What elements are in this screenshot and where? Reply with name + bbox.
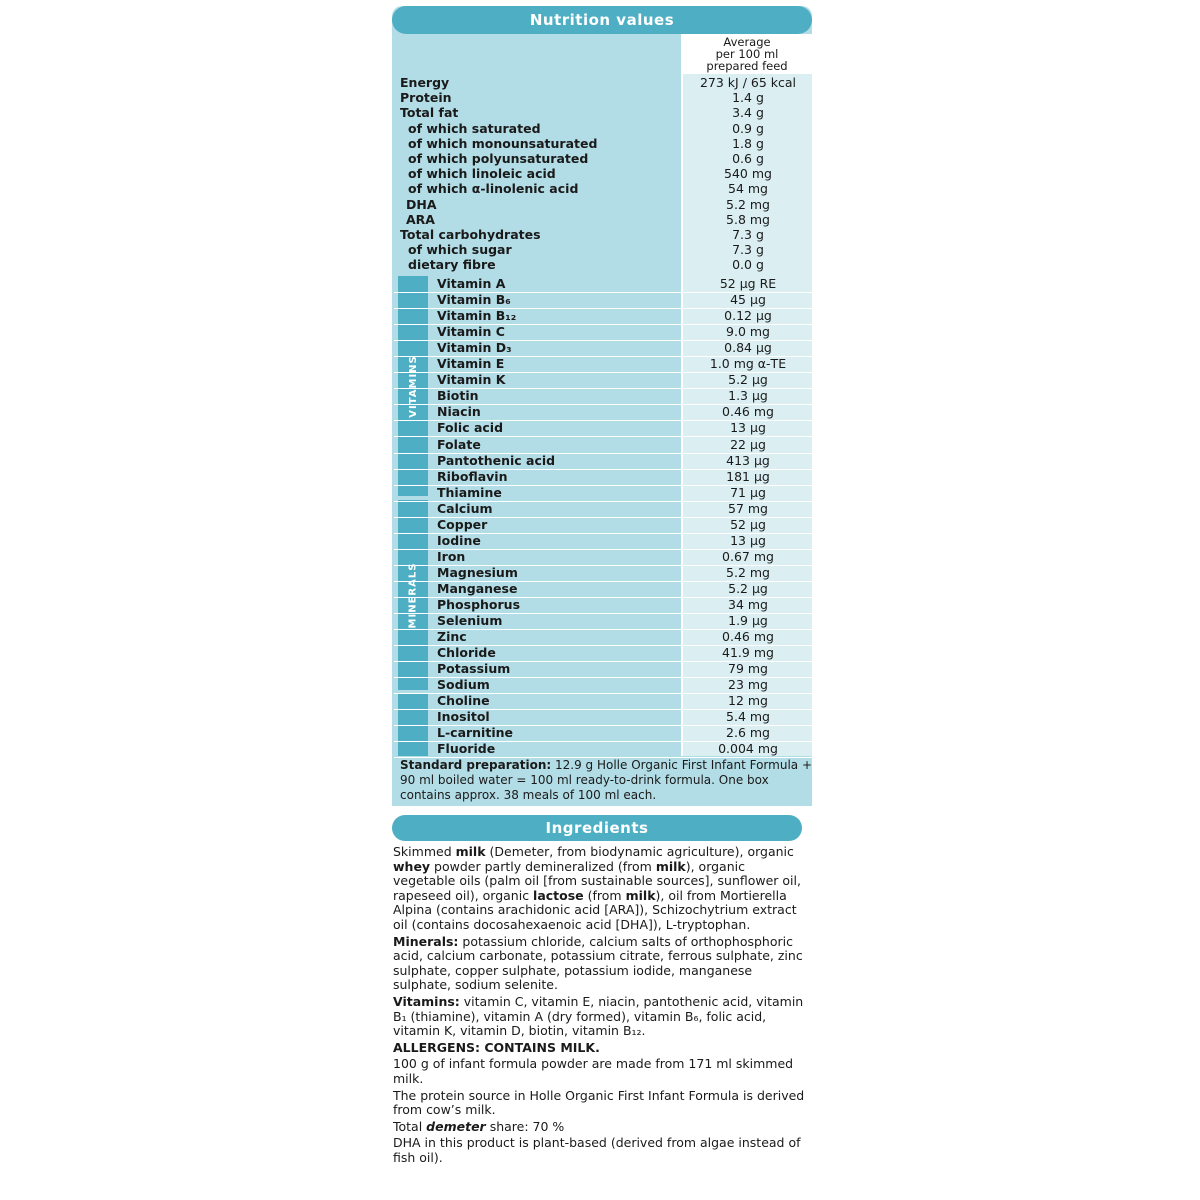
- ingr-text: powder partly demineralized (from: [430, 858, 656, 874]
- nutrient-value: 413 µg: [726, 452, 770, 468]
- nutrient-row: [394, 292, 812, 309]
- ingr-allergen: milk: [655, 858, 686, 874]
- nutrient-row: [394, 420, 812, 437]
- nutrient-label: Vitamin A: [437, 276, 506, 291]
- nutrient-value: 0.46 mg: [722, 404, 774, 420]
- nutrient-row: [394, 242, 812, 258]
- nutrient-value: 52 µg RE: [719, 276, 777, 291]
- nutrient-value: 0.9 g: [732, 120, 764, 136]
- nutrient-label: Vitamin B₆: [437, 292, 511, 308]
- milk-note: 100 g of infant formula powder are made from 171 ml skimmed milk.: [393, 1056, 794, 1086]
- demeter-share: [393, 1120, 805, 1135]
- column-header-line-3: prepared feed: [706, 59, 788, 73]
- nutrient-row: [394, 517, 812, 534]
- nutrient-label: Riboflavin: [437, 468, 508, 484]
- nutrient-label: Vitamin C: [437, 324, 505, 340]
- nutrient-value: 54 mg: [728, 181, 768, 197]
- nutrient-label: Iodine: [437, 532, 481, 548]
- nutrient-label: Vitamin E: [437, 356, 505, 372]
- nutrient-value: 0.0 g: [732, 257, 764, 273]
- nutrient-value: 0.46 mg: [722, 629, 774, 645]
- nutrient-row: [394, 90, 812, 106]
- nutrient-row: [394, 136, 812, 152]
- nutrient-label: Folic acid: [437, 420, 504, 436]
- ingr-text: ), oil from Mortierella Alpina (contains arachidonic acid [ARA]), Schizochytrium extract oil (contains docosahexaenoic acid [DHA]), L-tryptophan.: [393, 887, 797, 932]
- vitamins-sidebar-label: VITAMINS: [407, 354, 419, 418]
- demeter-prefix: Total: [393, 1118, 427, 1134]
- nutrient-label: Vitamin D₃: [437, 340, 512, 356]
- nutrient-row: [394, 485, 812, 502]
- nutrient-value: 7.3 g: [732, 227, 764, 242]
- minerals-sidebar-label: MINERALS: [407, 562, 419, 628]
- nutrient-label: Potassium: [437, 661, 511, 677]
- nutrient-label: Protein: [400, 90, 452, 106]
- nutrient-row: [394, 645, 812, 662]
- nutrient-label: of which monounsaturated: [408, 135, 598, 151]
- nutrient-row: [394, 725, 812, 742]
- nutrient-value: 1.9 µg: [728, 613, 768, 629]
- nutrient-row: [394, 151, 812, 167]
- dha-note: DHA in this product is plant-based (derived from algae instead of fish oil).: [393, 1135, 801, 1165]
- nutrient-label: Phosphorus: [437, 597, 521, 612]
- nutrient-row: [394, 212, 812, 228]
- ingr-allergen: milk: [455, 844, 486, 859]
- nutrient-row: [394, 340, 812, 357]
- nutrient-value: 12 mg: [728, 693, 768, 709]
- nutrient-value: 0.67 mg: [722, 548, 774, 564]
- nutrient-value: 57 mg: [728, 500, 768, 516]
- nutrient-row: [394, 437, 812, 454]
- nutrient-value: 1.4 g: [732, 90, 764, 106]
- nutrient-value: 5.2 mg: [726, 564, 770, 580]
- nutrient-label: Total carbohydrates: [400, 227, 541, 242]
- nutrient-row: [394, 709, 812, 726]
- nutrient-row: [394, 565, 812, 582]
- vitamins-label: Vitamins:: [393, 993, 460, 1009]
- nutrient-value: 22 µg: [730, 436, 766, 452]
- nutrient-row: [394, 324, 812, 341]
- standard-preparation: [400, 758, 812, 803]
- nutrient-value: 13 µg: [730, 420, 766, 436]
- ingredients-list: [393, 845, 805, 933]
- nutrient-label: Selenium: [437, 613, 503, 629]
- nutrient-label: Chloride: [437, 645, 496, 661]
- nutrient-label: Copper: [437, 516, 488, 532]
- ingr-text: (from: [583, 887, 626, 903]
- nutrient-row: [394, 741, 812, 758]
- allergens-statement: [393, 1041, 805, 1056]
- nutrient-label: Magnesium: [437, 564, 518, 580]
- nutrient-label: Total fat: [400, 105, 459, 121]
- column-header: [682, 34, 812, 74]
- nutrient-row: [394, 597, 812, 614]
- nutrient-label: Fluoride: [437, 741, 496, 757]
- nutrient-row: [394, 356, 812, 373]
- nutrient-label: Zinc: [437, 629, 467, 645]
- nutrient-label: of which α-linolenic acid: [408, 181, 579, 197]
- nutrient-value: 5.4 mg: [726, 709, 770, 725]
- nutrient-row: [394, 75, 812, 91]
- nutrient-value: 0.004 mg: [718, 741, 778, 757]
- nutrient-value: 2.6 mg: [726, 725, 770, 741]
- ingr-text: Skimmed: [393, 844, 456, 859]
- nutrient-value: 79 mg: [728, 661, 768, 677]
- nutrient-value: 13 µg: [730, 532, 766, 548]
- nutrient-value: 9.0 mg: [726, 324, 770, 340]
- nutrient-row: [394, 533, 812, 550]
- ingr-allergen: milk: [625, 887, 656, 903]
- nutrient-value: 5.2 mg: [726, 196, 770, 212]
- allergens-text: ALLERGENS: CONTAINS MILK.: [393, 1039, 600, 1055]
- nutrient-value: 71 µg: [730, 484, 766, 500]
- nutrient-row: [394, 629, 812, 646]
- nutrient-row: [394, 693, 812, 710]
- nutrient-row: [394, 661, 812, 678]
- nutrient-label: Inositol: [437, 709, 490, 725]
- nutrient-value: 5.2 µg: [728, 580, 768, 596]
- nutrient-value: 23 mg: [728, 677, 768, 693]
- nutrient-row: [394, 181, 812, 197]
- minerals-label: Minerals:: [393, 933, 459, 949]
- ingredients-title: Ingredients: [392, 815, 802, 841]
- nutrient-row: [394, 308, 812, 325]
- nutrient-label: Pantothenic acid: [437, 452, 556, 468]
- nutrient-label: L-carnitine: [437, 725, 513, 741]
- nutrient-value: 7.3 g: [732, 242, 764, 258]
- nutrient-label: Sodium: [437, 677, 490, 693]
- nutrient-row: [394, 677, 812, 694]
- nutrient-row: [394, 549, 812, 566]
- minerals-paragraph: [393, 935, 805, 993]
- nutrient-label: of which polyunsaturated: [408, 151, 589, 166]
- nutrient-row: [394, 469, 812, 486]
- standard-preparation-label: Standard preparation:: [400, 758, 552, 772]
- nutrient-row: [394, 453, 812, 470]
- nutrient-row: [394, 105, 812, 121]
- nutrient-row: [394, 372, 812, 389]
- nutrient-label: Choline: [437, 693, 490, 709]
- nutrient-row: [394, 404, 812, 421]
- nutrient-label: Biotin: [437, 388, 479, 404]
- nutrient-value: 181 µg: [726, 468, 770, 484]
- nutrient-row: [394, 276, 812, 293]
- nutrient-row: [394, 581, 812, 598]
- nutrient-label: DHA: [406, 196, 437, 212]
- column-header-line-1: Average: [723, 35, 771, 49]
- ingr-allergen: whey: [393, 858, 431, 874]
- nutrient-label: Calcium: [437, 500, 493, 516]
- nutrient-label: dietary fibre: [408, 257, 496, 273]
- nutrient-label: Vitamin K: [437, 372, 506, 388]
- nutrient-label: Folate: [437, 436, 481, 452]
- nutrient-row: [394, 501, 812, 518]
- nutrient-value: 540 mg: [724, 166, 772, 182]
- nutrient-value: 34 mg: [728, 597, 768, 612]
- nutrient-value: 0.84 µg: [724, 340, 772, 356]
- column-header-line-2: per 100 ml: [715, 47, 779, 61]
- nutrient-label: Iron: [437, 548, 466, 564]
- nutrient-label: Thiamine: [437, 484, 502, 500]
- nutrient-row: [394, 166, 812, 182]
- ingr-text: ), organic vegetable oils (palm oil [from sustainable sources], sunflower oil, rapeseed oil), organic: [393, 858, 801, 903]
- nutrient-value: 45 µg: [730, 292, 766, 308]
- ingr-allergen: lactose: [533, 887, 584, 903]
- ingr-text: (Demeter, from biodynamic agriculture), organic: [485, 844, 794, 859]
- nutrient-label: ARA: [406, 211, 435, 227]
- nutrient-value: 5.2 µg: [728, 372, 768, 388]
- nutrient-row: [394, 257, 812, 273]
- nutrient-row: [394, 227, 812, 243]
- nutrient-value: 1.8 g: [732, 135, 764, 151]
- protein-note: The protein source in Holle Organic First Infant Formula is derived from cow’s milk.: [393, 1087, 805, 1118]
- vitamins-text: vitamin C, vitamin E, niacin, pantothenic acid, vitamin B₁ (thiamine), vitamin A (dry formed), vitamin B₆, folic acid, vitamin K, vitamin D, biotin, vitamin B₁₂.: [393, 993, 804, 1039]
- demeter-word: demeter: [426, 1118, 486, 1134]
- nutrient-value: 5.8 mg: [726, 211, 770, 227]
- vitamins-paragraph: [393, 995, 805, 1039]
- ingredients-text: [393, 845, 805, 1167]
- demeter-suffix: share: 70 %: [485, 1118, 565, 1134]
- nutrient-label: Vitamin B₁₂: [437, 308, 517, 324]
- nutrient-label: Manganese: [437, 580, 518, 596]
- nutrient-label: of which linoleic acid: [408, 166, 556, 182]
- nutrient-value: 1.3 µg: [728, 388, 768, 404]
- minerals-text: potassium chloride, calcium salts of orthophosphoric acid, calcium carbonate, potassium citrate, ferrous sulphate, zinc sulphate, copper sulphate, potassium iodide, manganese sulphate, sodium selenite.: [393, 933, 803, 993]
- nutrient-row: [394, 613, 812, 630]
- nutrient-label: of which saturated: [408, 120, 541, 136]
- nutrition-title: Nutrition values: [392, 6, 812, 34]
- nutrient-value: 52 µg: [730, 516, 766, 532]
- nutrient-row: [394, 197, 812, 213]
- nutrient-value: 41.9 mg: [722, 645, 774, 661]
- nutrient-label: of which sugar: [408, 242, 512, 258]
- nutrient-value: 1.0 mg α-TE: [709, 356, 787, 372]
- nutrient-row: [394, 388, 812, 405]
- nutrient-row: [394, 121, 812, 137]
- nutrient-value: 0.6 g: [732, 151, 764, 166]
- standard-preparation-text: 12.9 g Holle Organic First Infant Formula + 90 ml boiled water = 100 ml ready-to-drink formula. One box contains approx. 38 meals of 100 ml each.: [400, 758, 812, 802]
- nutrient-value: 273 kJ / 65 kcal: [699, 75, 797, 90]
- nutrient-label: Energy: [400, 75, 450, 90]
- nutrient-value: 3.4 g: [732, 105, 764, 121]
- nutrient-label: Niacin: [437, 404, 481, 420]
- nutrient-value: 0.12 µg: [724, 308, 772, 324]
